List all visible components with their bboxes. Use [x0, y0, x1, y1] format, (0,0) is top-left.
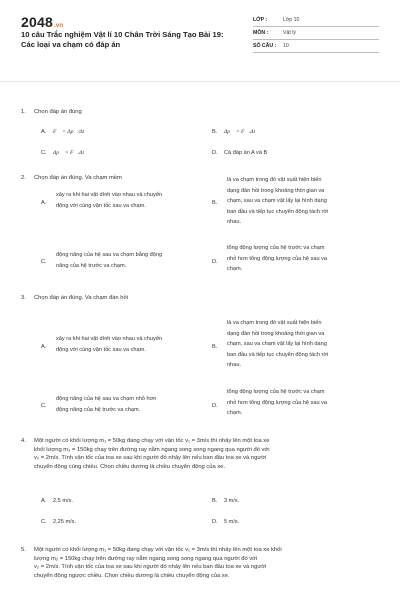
meta-value: Lớp 10	[283, 17, 300, 23]
meta-row-count	[253, 40, 379, 53]
option-text-line: nhau.	[227, 219, 241, 226]
option-text-line: động năng của hệ sau va chạm bằng động	[56, 252, 163, 258]
question-stem: Chọn đáp án đúng. Va chạm đàn hồi	[34, 295, 129, 301]
option-letter: C.	[41, 150, 47, 156]
option-text: 2,25 m/s.	[53, 519, 77, 525]
meta-row-class	[253, 14, 379, 27]
meta-value: Vật lý	[283, 30, 296, 36]
option-letter: A.	[41, 129, 47, 135]
question-stem: Chọn đáp án đúng. Va chạm mềm	[34, 175, 122, 181]
question-5	[21, 546, 386, 580]
option-a[interactable]	[56, 190, 162, 211]
option-text: 5 m/s.	[224, 519, 240, 525]
option-a[interactable]	[56, 334, 162, 355]
question-line: Một người có khối lượng m₁ = 50kg đang chạy với vận tốc v₁ = 3m/s thì nhảy lên một toa xe	[34, 438, 270, 444]
option-text-line: động với cùng vận tốc sau va chạm.	[56, 346, 146, 353]
question-line: chuyển động cùng chiều. Chọn chiều dương là chiều chuyển động của xe.	[34, 463, 226, 470]
option-a[interactable]	[41, 497, 73, 506]
option-d[interactable]	[227, 243, 327, 275]
option-a-letter: A.	[41, 344, 47, 350]
question-line: Một người có khối lượng m₁ = 50kg đang chạy với vận tốc v₁ = 3m/s thì nhảy lên một toa xe khối	[34, 547, 282, 553]
question-line: v₂ = 2m/s. Tính vận tốc của toa xe sau khi người đó nhảy lên nếu ban đầu toa xe và người	[34, 455, 267, 462]
option-b[interactable]	[227, 318, 328, 371]
option-text: F⃗ = Δp⃗/Δt	[53, 129, 85, 135]
option-text-line: tổng động lượng của hệ trước va chạm	[227, 245, 325, 251]
question-number: 1.	[21, 109, 26, 115]
option-c[interactable]	[56, 394, 156, 415]
option-letter: A.	[41, 498, 47, 504]
question-line: v₂ = 2m/s. Tính vận tốc của toa xe sau khi người đó nhảy lên nếu ban đầu toa xe và người	[34, 564, 267, 571]
option-text-line: ban đầu và tiếp tục chuyển động tách rời	[227, 208, 329, 215]
option-text-line: là va chạm trong đó vật xuất hiện biến	[227, 320, 322, 326]
meta-label: MÔN :	[253, 30, 269, 36]
option-b[interactable]	[212, 497, 239, 506]
option-c[interactable]	[41, 518, 76, 527]
page-title: 10 câu Trắc nghiệm Vật lí 10 Chân Trời Sáng Tạo Bài 19: Các loại va chạm có đáp án	[21, 30, 224, 49]
option-text-line: động năng của hệ sau va chạm nhỏ hơn	[56, 396, 157, 402]
option-text-line: xảy ra khi hai vật dính vào nhau và chuyển	[56, 192, 163, 198]
logo-suffix: .vn	[53, 23, 64, 29]
question-line: lượng m₂ = 150kg chạy trên đường ray nằm ngang song song ngang qua người đó với	[34, 555, 258, 562]
option-letter: D.	[212, 150, 218, 156]
option-letter: B.	[212, 129, 218, 135]
option-d[interactable]	[227, 387, 327, 419]
option-text-line: năng của hệ trước va chạm.	[56, 262, 127, 269]
option-a-letter: A.	[41, 200, 47, 206]
option-text-line: dạng đàn hồi trong khoảng thời gian va	[227, 330, 325, 337]
option-d-letter: D.	[212, 403, 218, 409]
question-line: khối lượng m₂ = 150kg chạy trên đường ray nằm ngang song song ngang qua người đó với	[34, 446, 270, 453]
site-logo[interactable]	[21, 14, 63, 30]
option-text-line: tổng động lượng của hệ trước va chạm	[227, 389, 325, 395]
logo-text: 2048	[21, 14, 53, 30]
option-c[interactable]	[41, 149, 84, 158]
option-text-line: nhỏ hơn tổng động lượng của hệ sau va	[227, 399, 328, 406]
option-text-line: động năng của hệ trước va chạm.	[56, 406, 141, 413]
question-line: chuyển động ngược chiều. Chọn chiều dương là chiều chuyển động của xe.	[34, 572, 230, 579]
option-text-line: ban đầu và tiếp tục chuyển động tách rời	[227, 351, 329, 358]
option-b[interactable]	[212, 128, 259, 137]
question-2	[21, 174, 386, 183]
option-d[interactable]	[212, 149, 267, 158]
option-text-line: động với cùng vận tốc sau va chạm.	[56, 202, 146, 209]
meta-table	[253, 14, 379, 53]
option-d-letter: D.	[212, 259, 218, 265]
question-1	[21, 108, 386, 117]
meta-label: SỐ CÂU :	[253, 43, 277, 49]
option-letter: B.	[212, 498, 218, 504]
option-text-line: xảy ra khi hai vật dính vào nhau và chuyển	[56, 336, 163, 342]
option-b[interactable]	[227, 175, 328, 228]
option-c-letter: C.	[41, 259, 47, 265]
option-b-letter: B.	[212, 344, 218, 350]
option-a[interactable]	[41, 128, 84, 137]
header-divider	[0, 81, 400, 82]
option-d[interactable]	[212, 518, 239, 527]
option-text-line: chạm.	[227, 410, 243, 417]
option-text: Δp⃗ = F⃗.Δt	[53, 150, 85, 156]
question-number: 3.	[21, 295, 26, 301]
question-stem: Chọn đáp án đúng	[34, 109, 82, 115]
question-number: 5.	[21, 547, 26, 553]
question-3	[21, 294, 386, 303]
question-4	[21, 437, 386, 471]
option-text-line: chạm, sau va chạm vật lấy lại hình dạng	[227, 198, 327, 205]
option-text-line: nhỏ hơn tổng động lượng của hệ sau va	[227, 255, 328, 262]
option-c-letter: C.	[41, 403, 47, 409]
question-number: 2.	[21, 175, 26, 181]
option-letter: D.	[212, 519, 218, 525]
option-letter: C.	[41, 519, 47, 525]
option-c[interactable]	[56, 250, 162, 271]
option-text: 3 m/s.	[224, 498, 240, 504]
question-number: 4.	[21, 438, 26, 444]
meta-row-subject	[253, 27, 379, 40]
option-text-line: dạng đàn hồi trong khoảng thời gian va	[227, 187, 325, 194]
meta-value: 10	[283, 43, 289, 49]
option-text: Cả đáp án A và B	[224, 150, 268, 156]
option-text: 2,5 m/s.	[53, 498, 73, 504]
meta-label: LỚP :	[253, 17, 268, 23]
option-text-line: chạm.	[227, 266, 243, 273]
option-text-line: là va chạm trong đó vật xuất hiện biến	[227, 177, 322, 183]
option-text-line: nhau.	[227, 362, 241, 369]
option-b-letter: B.	[212, 200, 218, 206]
option-text: Δp⃗ = F⃗.Δt⃗	[224, 129, 260, 135]
option-text-line: chạm, sau va chạm vật lấy lại hình dạng	[227, 341, 327, 348]
